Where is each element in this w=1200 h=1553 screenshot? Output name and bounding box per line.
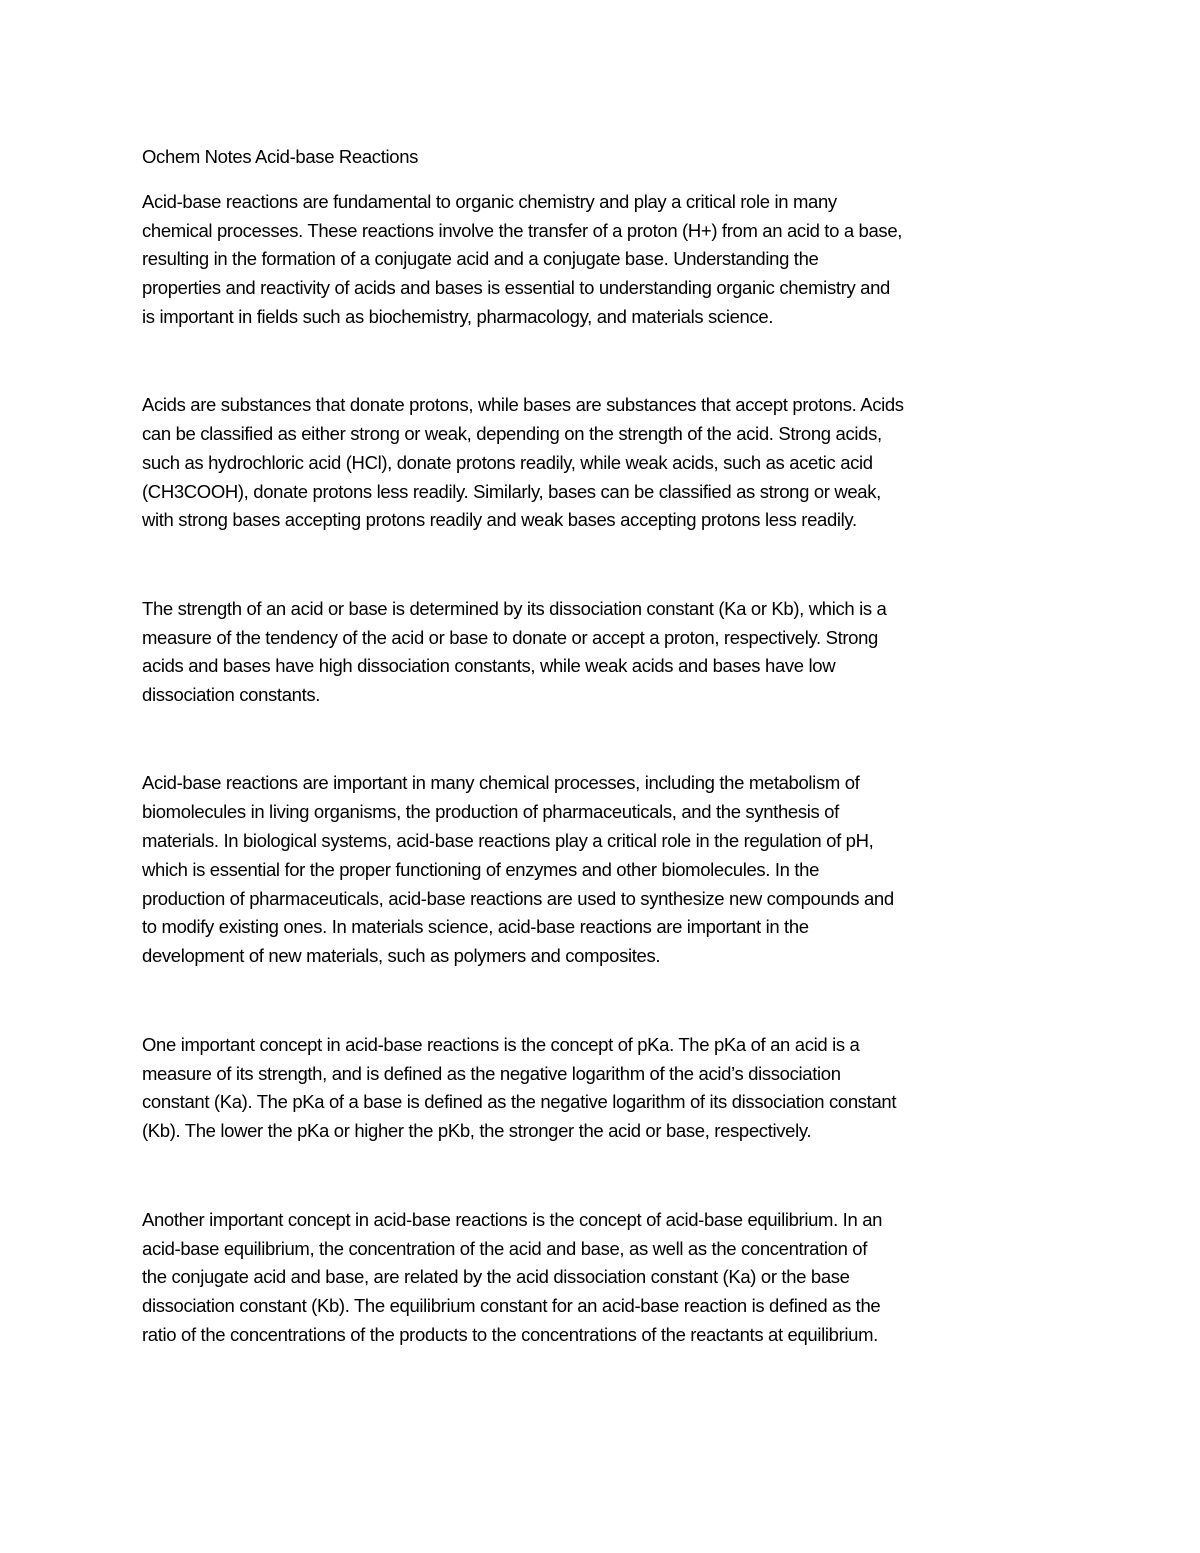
paragraph-2-line-5: with strong bases accepting protons readily and weak bases accepting protons less readily. bbox=[142, 509, 857, 530]
paragraph-4-line-1: Acid-base reactions are important in many chemical processes, including the metabolism of bbox=[142, 772, 860, 793]
paragraph-4-line-4: which is essential for the proper functioning of enzymes and other biomolecules. In the bbox=[142, 859, 820, 880]
paragraph-4-line-3: materials. In biological systems, acid-base reactions play a critical role in the regulation of pH, bbox=[142, 830, 874, 851]
paragraph-3-line-2: measure of the tendency of the acid or base to donate or accept a proton, respectively. Strong bbox=[142, 627, 878, 648]
paragraph-6-line-4: dissociation constant (Kb). The equilibrium constant for an acid-base reaction is defined as the bbox=[142, 1295, 881, 1316]
paragraph-1-line-3: resulting in the formation of a conjugate acid and a conjugate base. Understanding the bbox=[142, 248, 819, 269]
document-title: Ochem Notes Acid-base Reactions bbox=[142, 146, 419, 167]
paragraph-1-line-2: chemical processes. These reactions involve the transfer of a proton (H+) from an acid to a base, bbox=[142, 220, 903, 241]
paragraph-6-line-2: acid-base equilibrium, the concentration of the acid and base, as well as the concentration of bbox=[142, 1238, 868, 1259]
paragraph-2-line-3: such as hydrochloric acid (HCl), donate protons readily, while weak acids, such as acetic acid bbox=[142, 452, 873, 473]
paragraph-5-line-1: One important concept in acid-base reactions is the concept of pKa. The pKa of an acid is a bbox=[142, 1034, 860, 1055]
paragraph-2-line-1: Acids are substances that donate protons, while bases are substances that accept protons. Acids bbox=[142, 394, 904, 415]
paragraph-6-line-3: the conjugate acid and base, are related by the acid dissociation constant (Ka) or the base bbox=[142, 1266, 850, 1287]
paragraph-5-line-4: (Kb). The lower the pKa or higher the pKb, the stronger the acid or base, respectively. bbox=[142, 1120, 812, 1141]
paragraph-2-line-2: can be classified as either strong or weak, depending on the strength of the acid. Strong acids, bbox=[142, 423, 882, 444]
paragraph-3-line-3: acids and bases have high dissociation constants, while weak acids and bases have low bbox=[142, 655, 836, 676]
paragraph-4-line-7: development of new materials, such as polymers and composites. bbox=[142, 945, 661, 966]
paragraph-3-line-1: The strength of an acid or base is determined by its dissociation constant (Ka or Kb), which is a bbox=[142, 598, 887, 619]
paragraph-3-line-4: dissociation constants. bbox=[142, 684, 321, 705]
paragraph-6-line-5: ratio of the concentrations of the products to the concentrations of the reactants at equilibrium. bbox=[142, 1324, 878, 1345]
paragraph-1-line-4: properties and reactivity of acids and bases is essential to understanding organic chemistry and bbox=[142, 277, 890, 298]
paragraph-4-line-5: production of pharmaceuticals, acid-base reactions are used to synthesize new compounds and bbox=[142, 888, 894, 909]
paragraph-4-line-2: biomolecules in living organisms, the production of pharmaceuticals, and the synthesis of bbox=[142, 801, 839, 822]
paragraph-6-line-1: Another important concept in acid-base reactions is the concept of acid-base equilibrium. In an bbox=[142, 1209, 883, 1230]
paragraph-4-line-6: to modify existing ones. In materials science, acid-base reactions are important in the bbox=[142, 916, 809, 937]
paragraph-5-line-2: measure of its strength, and is defined as the negative logarithm of the acid’s dissociation bbox=[142, 1063, 841, 1084]
paragraph-1-line-5: is important in fields such as biochemistry, pharmacology, and materials science. bbox=[142, 306, 774, 327]
paragraph-2-line-4: (CH3COOH), donate protons less readily. Similarly, bases can be classified as strong or weak, bbox=[142, 481, 881, 502]
paragraph-1-line-1: Acid-base reactions are fundamental to organic chemistry and play a critical role in many bbox=[142, 191, 837, 212]
paragraph-5-line-3: constant (Ka). The pKa of a base is defined as the negative logarithm of its dissociation constant bbox=[142, 1091, 897, 1112]
